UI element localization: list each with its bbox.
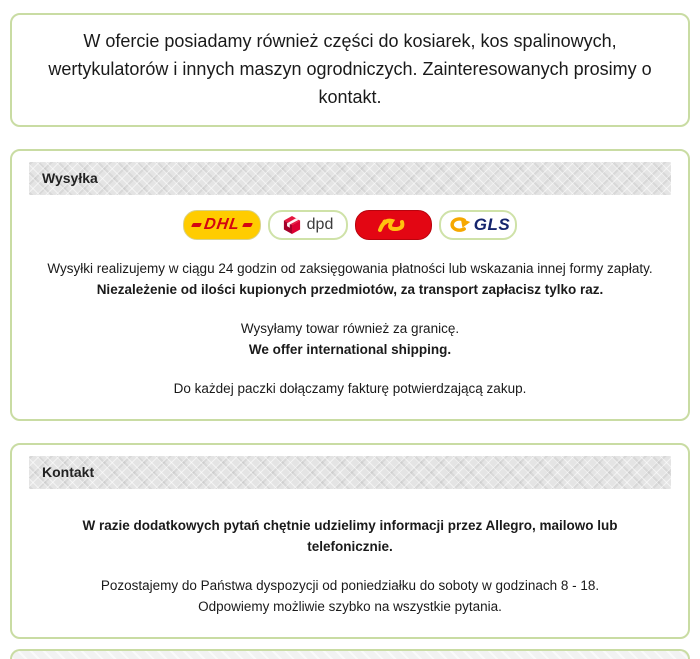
posthorn-icon [377, 215, 411, 235]
dhl-logo [183, 210, 261, 240]
intro-box [10, 13, 690, 127]
carrier-logos [12, 210, 688, 240]
contact-line-3: Odpowiemy możliwie szybko na wszystkie pytania. [198, 599, 502, 614]
contact-section-header [29, 456, 671, 489]
gls-swoosh-icon [446, 216, 472, 234]
dpd-logo [268, 210, 348, 240]
shipping-header-label: Wysyłka [42, 170, 98, 186]
dhl-wordmark: DHL [202, 216, 242, 233]
contact-lead-paragraph [38, 515, 662, 557]
contact-line-1: W razie dodatkowych pytań chętnie udzielimy informacji przez Allegro, mailowo lub telefonicznie. [82, 518, 618, 554]
shipping-line-2: Niezależenie od ilości kupionych przedmiotów, za transport zapłacisz tylko raz. [96, 282, 604, 297]
intro-text: W ofercie posiadamy również części do kosiarek, kos spalinowych, wertykulatorów i innych maszyn ogrodniczych. Zainteresowanych prosimy o kontakt. [48, 31, 652, 107]
shipping-line-4: We offer international shipping. [248, 342, 452, 357]
poczta-polska-logo [355, 210, 432, 240]
gls-wordmark: GLS [473, 215, 511, 234]
dhl-dash-icon [242, 223, 253, 227]
shipping-info-paragraph-3 [38, 378, 662, 399]
next-section-partial [10, 649, 690, 659]
shipping-line-1: Wysyłki realizujemy w ciągu 24 godzin od zaksięgowania płatności lub wskazania innej formy zapłaty. [47, 261, 653, 276]
dhl-dash-icon [191, 223, 202, 227]
contact-info-paragraph [38, 575, 662, 617]
contact-section [10, 443, 690, 639]
shipping-info-paragraph-2 [38, 318, 662, 360]
shipping-line-5: Do każdej paczki dołączamy fakturę potwierdzającą zakup. [173, 381, 527, 396]
gls-logo [439, 210, 517, 240]
dpd-wordmark: dpd [306, 216, 334, 233]
shipping-section [10, 149, 690, 421]
dpd-cube-icon [283, 215, 301, 235]
shipping-section-header [29, 162, 671, 195]
shipping-line-3: Wysyłamy towar również za granicę. [240, 321, 460, 336]
shipping-info-paragraph-1 [38, 258, 662, 300]
contact-header-label: Kontakt [42, 464, 95, 480]
contact-line-2: Pozostajemy do Państwa dyspozycji od poniedziałku do soboty w godzinach 8 - 18. [100, 578, 600, 593]
